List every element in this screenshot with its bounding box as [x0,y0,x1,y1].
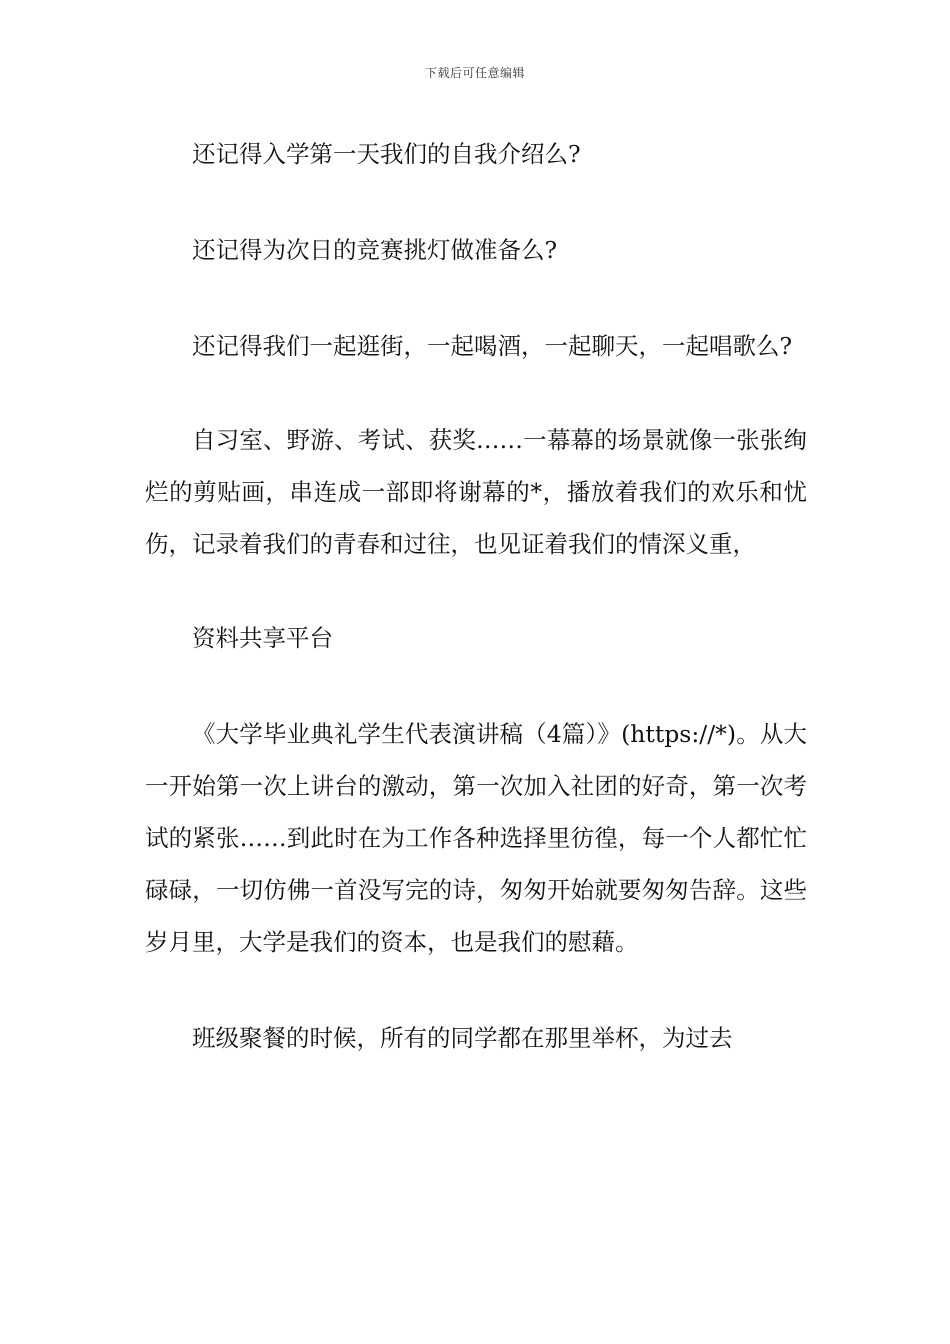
document-body [145,128,807,1064]
paragraph-6: 《大学毕业典礼学生代表演讲稿（4篇）》(https://*)。从大一开始第一次上讲台的激动，第一次加入社团的好奇，第一次考试的紧张……到此时在为工作各种选择里彷徨，每一个人都忙忙碌碌，一切仿佛一首没写完的诗，匆匆开始就要匆匆告辞。这些岁月里，大学是我们的资本，也是我们的慰藉。 [145,720,807,956]
paragraph-7: 班级聚餐的时候，所有的同学都在那里举杯，为过去 [192,1024,733,1052]
paragraph-spacer [145,180,807,224]
paragraph-spacer [145,968,807,1012]
paragraph-3: 还记得我们一起逛街，一起喝酒，一起聊天，一起唱歌么? [192,332,793,360]
paragraph-spacer [145,664,807,708]
paragraph-spacer [145,570,807,612]
paragraph-1: 还记得入学第一天我们的自我介绍么? [192,140,581,168]
paragraph-5: 资料共享平台 [192,624,333,652]
paragraph-spacer [145,372,807,414]
paragraph-spacer [145,276,807,320]
paragraph-4: 自习室、野游、考试、获奖……一幕幕的场景就像一张张绚烂的剪贴画，串连成一部即将谢幕的*，播放着我们的欢乐和忧伤，记录着我们的青春和过往，也见证着我们的情深义重， [145,426,807,558]
paragraph-2: 还记得为次日的竞赛挑灯做准备么? [192,236,558,264]
page-header: 下载后可任意编辑 [424,66,525,80]
